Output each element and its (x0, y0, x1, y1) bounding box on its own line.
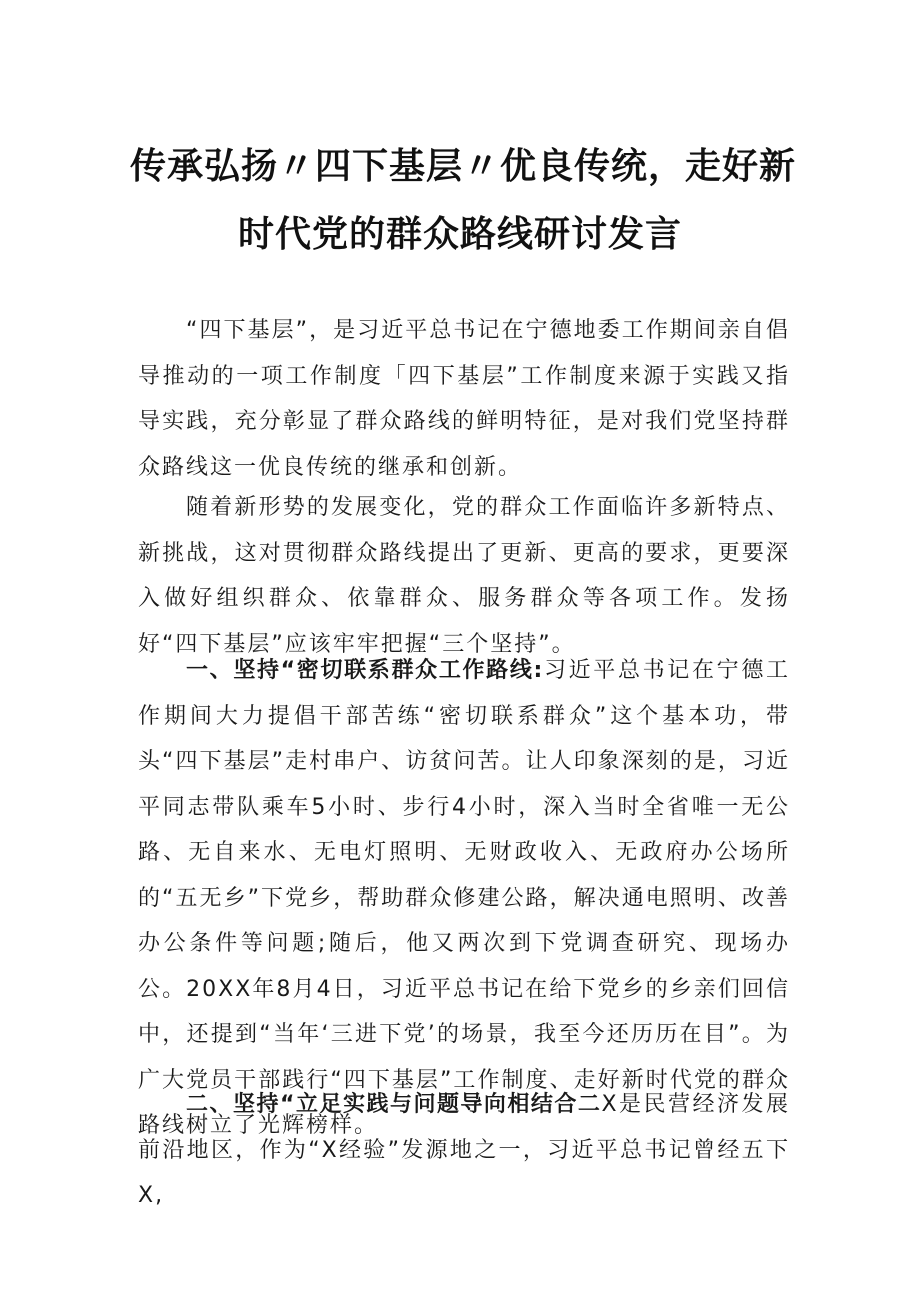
document-title-line-1: 传承弘扬〃四下基层〃优良传统，走好新 (130, 146, 797, 187)
section-body: X是民营经济发展前沿地区，作为“X经验”发源地之一，习近平总书记曾经五下X, (138, 1092, 790, 1208)
document-title-line-2: 时代党的群众路线研讨发言 (237, 214, 682, 255)
paragraph-context (138, 485, 790, 667)
paragraph-point-two (138, 1082, 790, 1219)
paragraph-point-one (138, 648, 790, 1149)
section-heading: 二、坚持“立足实践与问题导向相结合二 (186, 1092, 602, 1117)
section-heading: 一、坚持“密切联系群众工作路线: (186, 658, 544, 683)
section-body: 习近平总书记在宁德工作期间大力提倡干部苦练“密切联系群众”这个基本功，带头“四下基层”走村串户、访贫问苦。让人印象深刻的是，习近平同志带队乘车5小时、步行4小时，深入当时全省唯一无公路、无自来水、无电灯照明、无财政收入、无政府办公场所的“五无乡”下党乡，帮助群众修建公路，解决通电照明、改善办公条件等问题;随后，他又两次到下党调查研究、现场办公。20XX年8月4日，习近平总书记在给下党乡的乡亲们回信中，还提到“当年‘三进下党’的场景，我至今还历历在目”。为广大党员干部践行“四下基层”工作制度、走好新时代党的群众路线树立了光辉榜样。 (138, 658, 790, 1138)
paragraph-text: 随着新形势的发展变化，党的群众工作面临许多新特点、新挑战，这对贯彻群众路线提出了更新、更高的要求，更要深入做好组织群众、依靠群众、服务群众等各项工作。发扬好“四下基层”应该牢牢把握“三个坚持”。 (138, 495, 790, 657)
paragraph-text (138, 648, 790, 1149)
paragraph-text: “四下基层”，是习近平总书记在宁德地委工作期间亲自倡导推动的一项工作制度「四下基层”工作制度来源于实践又指导实践，充分彰显了群众路线的鲜明特征，是对我们党坚持群众路线这一优良传统的继承和创新。 (138, 318, 790, 480)
paragraph-text (138, 1082, 790, 1219)
paragraph-intro (138, 308, 790, 490)
